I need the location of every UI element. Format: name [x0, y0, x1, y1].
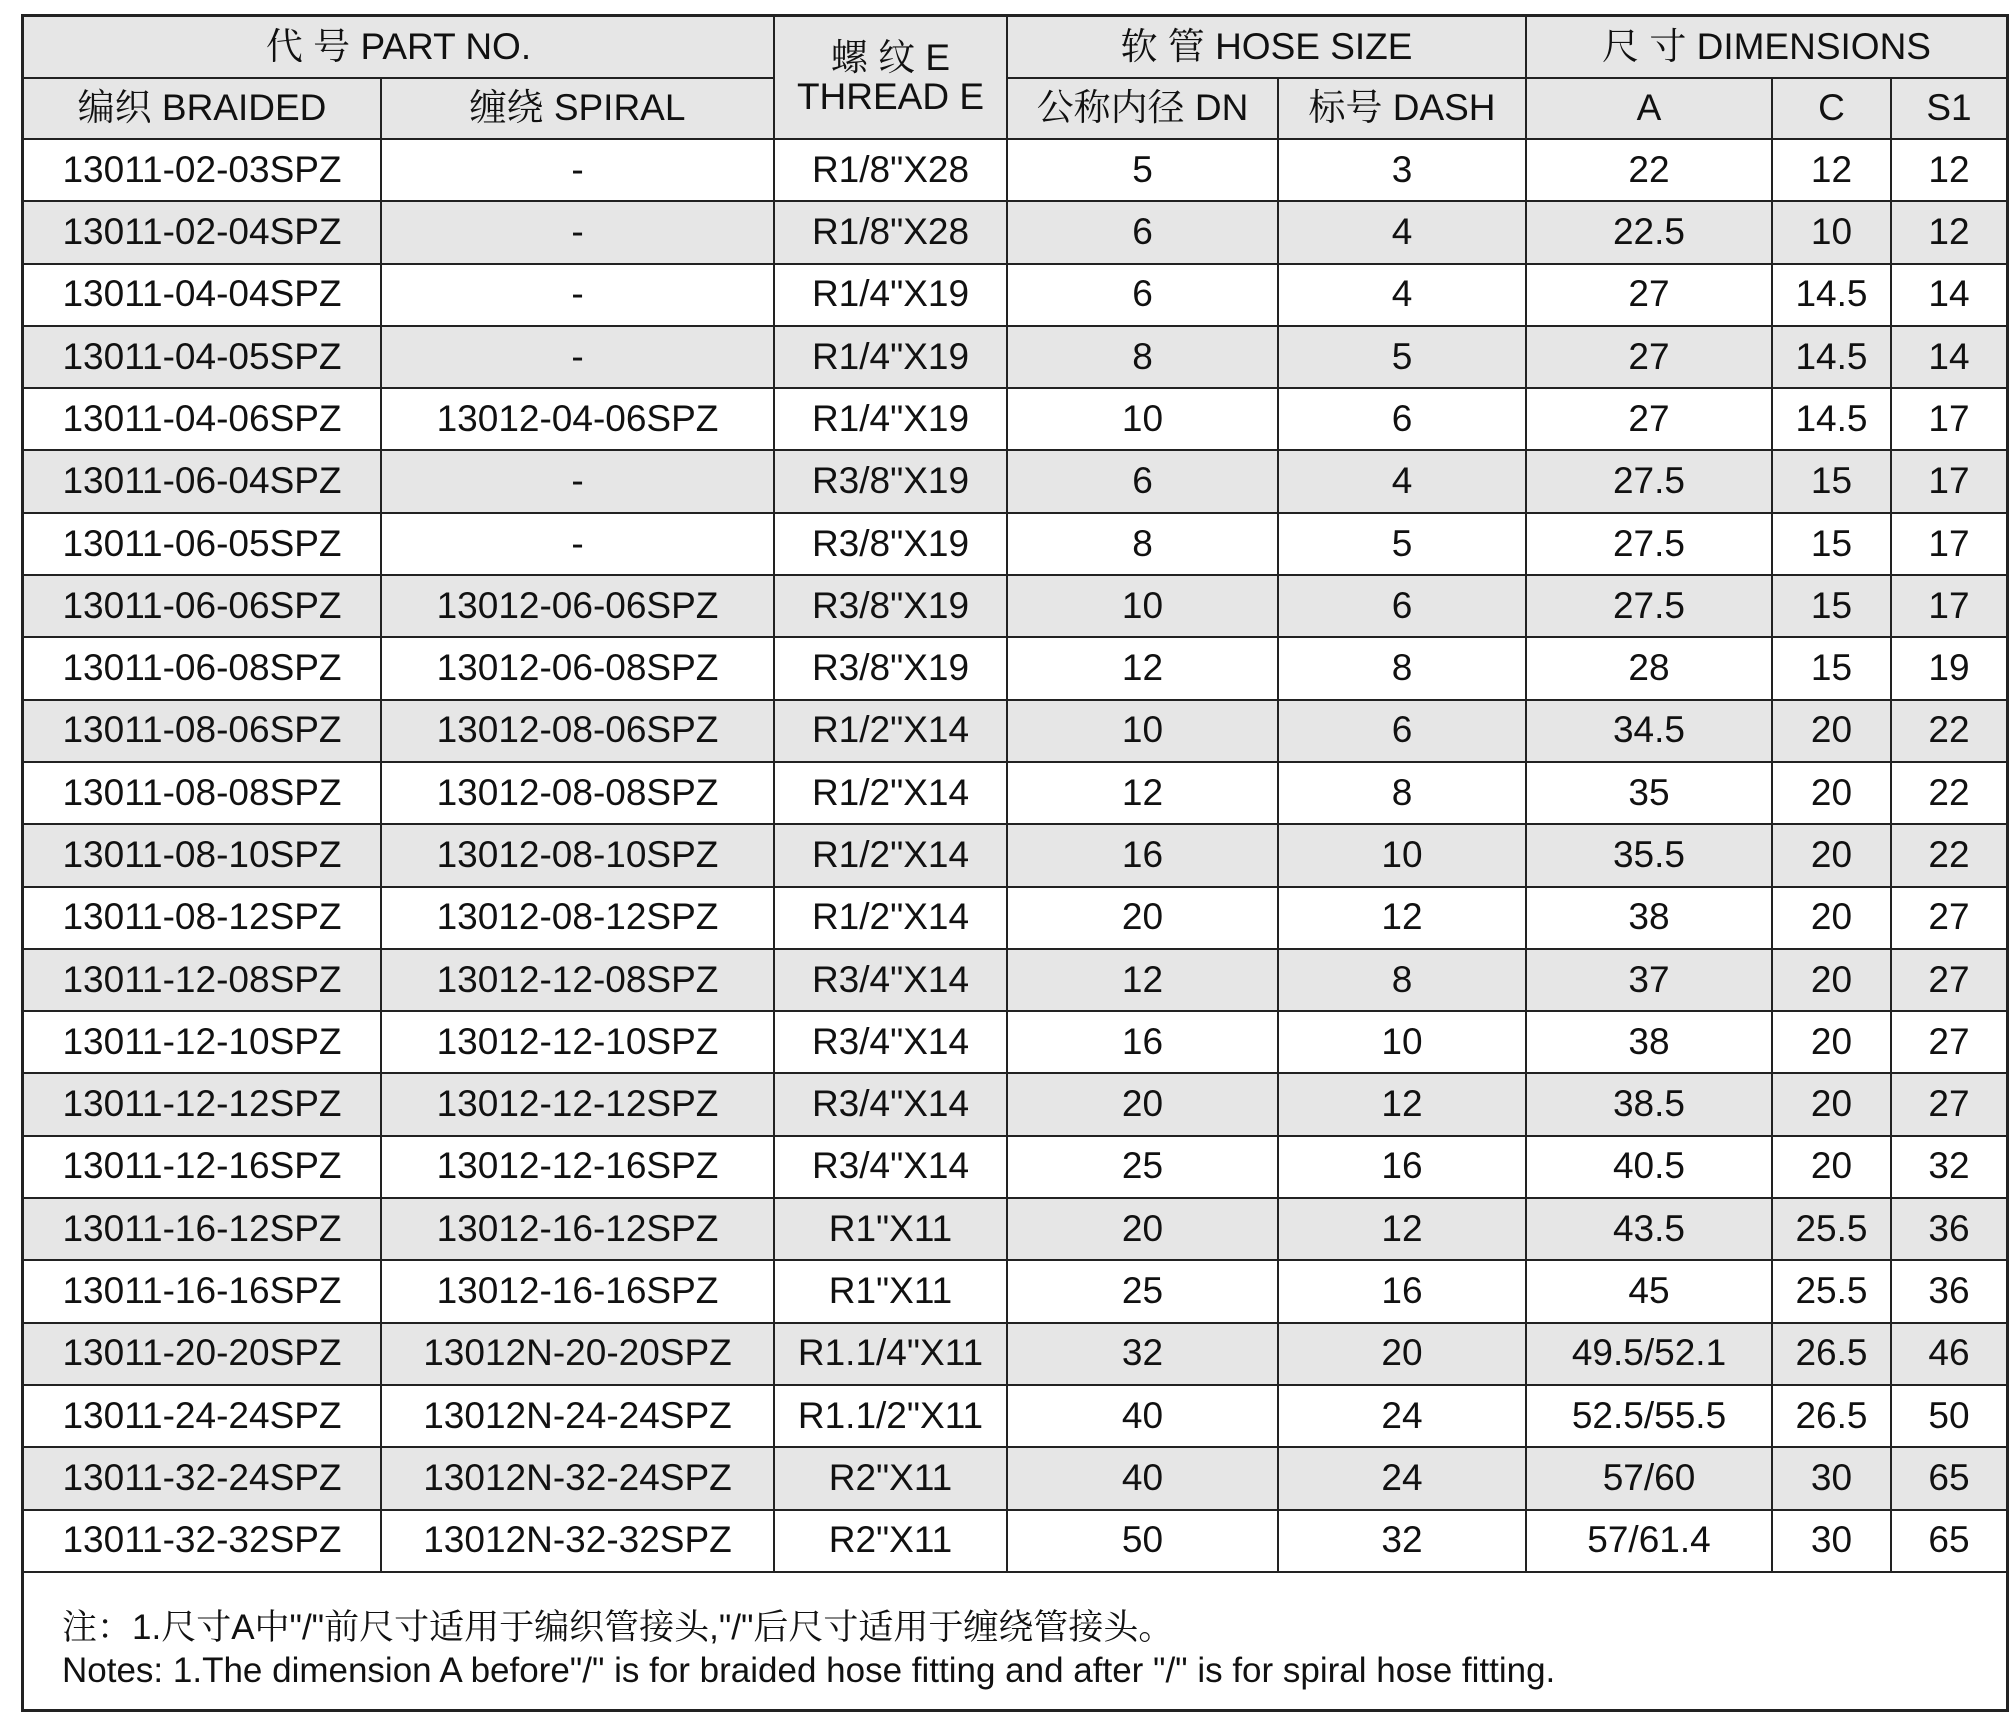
dim-s1-cell: 17: [1891, 450, 2006, 512]
braided-part-cell: 13011-06-06SPZ: [24, 575, 381, 637]
note-chinese: 注：1.尺寸A中"/"前尺寸适用于编织管接头,"/"后尺寸适用于缠绕管接头。: [62, 1607, 1174, 1647]
dash-cell: 8: [1278, 762, 1526, 824]
spiral-part-cell: 13012-08-08SPZ: [381, 762, 774, 824]
table-row: [24, 326, 2006, 388]
dim-c-cell: 20: [1772, 949, 1891, 1011]
header-dim-s1: S1: [1891, 78, 2006, 139]
dash-cell: 4: [1278, 450, 1526, 512]
dn-cell: 40: [1007, 1447, 1278, 1509]
thread-cell: R3/4"X14: [774, 949, 1007, 1011]
dim-s1-cell: 17: [1891, 575, 2006, 637]
thread-cell: R1"X11: [774, 1260, 1007, 1322]
dn-cell: 20: [1007, 1198, 1278, 1260]
table-body: [24, 139, 2006, 1572]
header-thread-en: THREAD E: [796, 75, 985, 117]
thread-cell: R1/2"X14: [774, 887, 1007, 949]
spiral-part-cell: -: [381, 139, 774, 201]
spiral-part-cell: 13012N-32-32SPZ: [381, 1510, 774, 1572]
header-part-no: 代 号 PART NO.: [24, 17, 774, 78]
braided-part-cell: 13011-04-06SPZ: [24, 388, 381, 450]
dim-s1-cell: 50: [1891, 1385, 2006, 1447]
spiral-part-cell: 13012-16-12SPZ: [381, 1198, 774, 1260]
header-row-top: [24, 17, 2006, 78]
dn-cell: 6: [1007, 201, 1278, 263]
braided-part-cell: 13011-08-06SPZ: [24, 700, 381, 762]
dim-a-cell: 27: [1526, 388, 1772, 450]
dim-c-cell: 20: [1772, 1073, 1891, 1135]
spiral-part-cell: 13012N-24-24SPZ: [381, 1385, 774, 1447]
thread-cell: R3/4"X14: [774, 1136, 1007, 1198]
dash-cell: 32: [1278, 1510, 1526, 1572]
header-spiral: 缠绕 SPIRAL: [381, 78, 774, 139]
thread-cell: R3/8"X19: [774, 637, 1007, 699]
dim-c-cell: 15: [1772, 450, 1891, 512]
header-braided: 编织 BRAIDED: [24, 78, 381, 139]
spiral-part-cell: -: [381, 326, 774, 388]
spiral-part-cell: 13012-16-16SPZ: [381, 1260, 774, 1322]
spiral-part-cell: 13012N-32-24SPZ: [381, 1447, 774, 1509]
dim-c-cell: 20: [1772, 887, 1891, 949]
dim-a-cell: 27.5: [1526, 575, 1772, 637]
braided-part-cell: 13011-12-16SPZ: [24, 1136, 381, 1198]
dim-c-cell: 26.5: [1772, 1385, 1891, 1447]
spiral-part-cell: 13012-08-12SPZ: [381, 887, 774, 949]
thread-cell: R3/4"X14: [774, 1011, 1007, 1073]
thread-cell: R1/2"X14: [774, 762, 1007, 824]
braided-part-cell: 13011-24-24SPZ: [24, 1385, 381, 1447]
dash-cell: 10: [1278, 1011, 1526, 1073]
table-row: [24, 1260, 2006, 1322]
braided-part-cell: 13011-12-08SPZ: [24, 949, 381, 1011]
spiral-part-cell: 13012-04-06SPZ: [381, 388, 774, 450]
spiral-part-cell: 13012-06-06SPZ: [381, 575, 774, 637]
dim-s1-cell: 65: [1891, 1510, 2006, 1572]
dim-s1-cell: 36: [1891, 1260, 2006, 1322]
dn-cell: 8: [1007, 326, 1278, 388]
table-row: [24, 949, 2006, 1011]
dim-c-cell: 30: [1772, 1447, 1891, 1509]
dim-c-cell: 15: [1772, 637, 1891, 699]
notes-section: [24, 1573, 2006, 1713]
dash-cell: 5: [1278, 513, 1526, 575]
dim-s1-cell: 17: [1891, 388, 2006, 450]
header-dim-a: A: [1526, 78, 1772, 139]
dash-cell: 8: [1278, 949, 1526, 1011]
dim-c-cell: 14.5: [1772, 388, 1891, 450]
thread-cell: R1/2"X14: [774, 700, 1007, 762]
dash-cell: 16: [1278, 1136, 1526, 1198]
dim-a-cell: 27: [1526, 326, 1772, 388]
dim-c-cell: 20: [1772, 1011, 1891, 1073]
dn-cell: 12: [1007, 762, 1278, 824]
dash-cell: 4: [1278, 264, 1526, 326]
dash-cell: 20: [1278, 1323, 1526, 1385]
thread-cell: R2"X11: [774, 1447, 1007, 1509]
table-row: [24, 1510, 2006, 1572]
dim-c-cell: 15: [1772, 575, 1891, 637]
note-english: Notes: 1.The dimension A before"/" is for braided hose fitting and after "/" is for spiral hose fitting.: [62, 1650, 1556, 1690]
table-row: [24, 1011, 2006, 1073]
dn-cell: 20: [1007, 1073, 1278, 1135]
dn-cell: 40: [1007, 1385, 1278, 1447]
table-row: [24, 201, 2006, 263]
dim-c-cell: 14.5: [1772, 264, 1891, 326]
braided-part-cell: 13011-04-04SPZ: [24, 264, 381, 326]
dash-cell: 3: [1278, 139, 1526, 201]
dash-cell: 8: [1278, 637, 1526, 699]
dash-cell: 6: [1278, 575, 1526, 637]
header-dn: 公称内径 DN: [1007, 78, 1278, 139]
thread-cell: R1/2"X14: [774, 824, 1007, 886]
dim-c-cell: 26.5: [1772, 1323, 1891, 1385]
dash-cell: 12: [1278, 1073, 1526, 1135]
thread-cell: R3/8"X19: [774, 575, 1007, 637]
dim-c-cell: 30: [1772, 1510, 1891, 1572]
dim-c-cell: 25.5: [1772, 1198, 1891, 1260]
dim-a-cell: 38: [1526, 887, 1772, 949]
table-row: [24, 637, 2006, 699]
braided-part-cell: 13011-08-12SPZ: [24, 887, 381, 949]
thread-cell: R1.1/4"X11: [774, 1323, 1007, 1385]
dn-cell: 20: [1007, 887, 1278, 949]
dim-a-cell: 49.5/52.1: [1526, 1323, 1772, 1385]
braided-part-cell: 13011-02-03SPZ: [24, 139, 381, 201]
dim-a-cell: 35.5: [1526, 824, 1772, 886]
header-row-sub: [24, 78, 2006, 139]
dim-a-cell: 34.5: [1526, 700, 1772, 762]
dim-s1-cell: 19: [1891, 637, 2006, 699]
table-row: [24, 762, 2006, 824]
thread-cell: R3/8"X19: [774, 450, 1007, 512]
spiral-part-cell: -: [381, 513, 774, 575]
spiral-part-cell: -: [381, 264, 774, 326]
spiral-part-cell: -: [381, 201, 774, 263]
spiral-part-cell: 13012N-20-20SPZ: [381, 1323, 774, 1385]
dim-a-cell: 38: [1526, 1011, 1772, 1073]
dash-cell: 5: [1278, 326, 1526, 388]
dim-a-cell: 22: [1526, 139, 1772, 201]
dash-cell: 24: [1278, 1385, 1526, 1447]
dim-a-cell: 27: [1526, 264, 1772, 326]
dn-cell: 25: [1007, 1260, 1278, 1322]
spiral-part-cell: 13012-12-08SPZ: [381, 949, 774, 1011]
dim-s1-cell: 27: [1891, 949, 2006, 1011]
thread-cell: R1"X11: [774, 1198, 1007, 1260]
dim-a-cell: 22.5: [1526, 201, 1772, 263]
header-thread-cn: 螺 纹 E: [830, 36, 951, 78]
thread-cell: R1/8"X28: [774, 139, 1007, 201]
braided-part-cell: 13011-12-12SPZ: [24, 1073, 381, 1135]
table-row: [24, 1073, 2006, 1135]
dn-cell: 10: [1007, 700, 1278, 762]
braided-part-cell: 13011-20-20SPZ: [24, 1323, 381, 1385]
braided-part-cell: 13011-12-10SPZ: [24, 1011, 381, 1073]
dim-s1-cell: 22: [1891, 700, 2006, 762]
braided-part-cell: 13011-06-04SPZ: [24, 450, 381, 512]
dim-s1-cell: 12: [1891, 139, 2006, 201]
dim-s1-cell: 12: [1891, 201, 2006, 263]
header-hose-size: 软 管 HOSE SIZE: [1007, 17, 1526, 78]
dim-a-cell: 27.5: [1526, 513, 1772, 575]
dim-c-cell: 10: [1772, 201, 1891, 263]
header-thread: [774, 17, 1007, 139]
header-dash: 标号 DASH: [1278, 78, 1526, 139]
dn-cell: 50: [1007, 1510, 1278, 1572]
dim-s1-cell: 36: [1891, 1198, 2006, 1260]
dim-c-cell: 15: [1772, 513, 1891, 575]
dash-cell: 6: [1278, 700, 1526, 762]
braided-part-cell: 13011-06-08SPZ: [24, 637, 381, 699]
spiral-part-cell: 13012-08-10SPZ: [381, 824, 774, 886]
dim-c-cell: 20: [1772, 700, 1891, 762]
dn-cell: 12: [1007, 637, 1278, 699]
dim-s1-cell: 46: [1891, 1323, 2006, 1385]
dim-c-cell: 20: [1772, 824, 1891, 886]
dim-c-cell: 25.5: [1772, 1260, 1891, 1322]
dim-s1-cell: 27: [1891, 887, 2006, 949]
dn-cell: 6: [1007, 450, 1278, 512]
dim-s1-cell: 22: [1891, 762, 2006, 824]
dn-cell: 8: [1007, 513, 1278, 575]
dim-s1-cell: 17: [1891, 513, 2006, 575]
dim-c-cell: 12: [1772, 139, 1891, 201]
table-row: [24, 1447, 2006, 1509]
braided-part-cell: 13011-32-24SPZ: [24, 1447, 381, 1509]
dim-a-cell: 27.5: [1526, 450, 1772, 512]
dim-a-cell: 57/60: [1526, 1447, 1772, 1509]
dim-a-cell: 57/61.4: [1526, 1510, 1772, 1572]
braided-part-cell: 13011-06-05SPZ: [24, 513, 381, 575]
thread-cell: R1/8"X28: [774, 201, 1007, 263]
braided-part-cell: 13011-08-10SPZ: [24, 824, 381, 886]
dim-c-cell: 14.5: [1772, 326, 1891, 388]
spiral-part-cell: 13012-12-10SPZ: [381, 1011, 774, 1073]
table-row: [24, 575, 2006, 637]
spiral-part-cell: 13012-12-16SPZ: [381, 1136, 774, 1198]
dash-cell: 12: [1278, 1198, 1526, 1260]
table-row: [24, 1385, 2006, 1447]
braided-part-cell: 13011-16-12SPZ: [24, 1198, 381, 1260]
table-row: [24, 700, 2006, 762]
dim-a-cell: 35: [1526, 762, 1772, 824]
dim-a-cell: 37: [1526, 949, 1772, 1011]
table-row: [24, 450, 2006, 512]
table-row: [24, 824, 2006, 886]
spiral-part-cell: 13012-06-08SPZ: [381, 637, 774, 699]
dn-cell: 12: [1007, 949, 1278, 1011]
dn-cell: 5: [1007, 139, 1278, 201]
dim-s1-cell: 27: [1891, 1011, 2006, 1073]
dash-cell: 16: [1278, 1260, 1526, 1322]
dn-cell: 10: [1007, 388, 1278, 450]
header-dimensions: 尺 寸 DIMENSIONS: [1526, 17, 2006, 78]
dash-cell: 6: [1278, 388, 1526, 450]
dim-s1-cell: 22: [1891, 824, 2006, 886]
dim-s1-cell: 32: [1891, 1136, 2006, 1198]
header-dim-c: C: [1772, 78, 1891, 139]
dim-a-cell: 28: [1526, 637, 1772, 699]
dash-cell: 4: [1278, 201, 1526, 263]
spec-sheet: [21, 14, 2009, 1712]
table-row: [24, 513, 2006, 575]
spiral-part-cell: 13012-08-06SPZ: [381, 700, 774, 762]
table-row: [24, 264, 2006, 326]
dim-a-cell: 38.5: [1526, 1073, 1772, 1135]
dim-a-cell: 43.5: [1526, 1198, 1772, 1260]
table-row: [24, 1323, 2006, 1385]
dash-cell: 12: [1278, 887, 1526, 949]
dim-c-cell: 20: [1772, 1136, 1891, 1198]
table-header: [24, 17, 2006, 139]
dim-a-cell: 40.5: [1526, 1136, 1772, 1198]
dn-cell: 16: [1007, 824, 1278, 886]
thread-cell: R3/4"X14: [774, 1073, 1007, 1135]
table-row: [24, 139, 2006, 201]
dim-a-cell: 52.5/55.5: [1526, 1385, 1772, 1447]
thread-cell: R1.1/2"X11: [774, 1385, 1007, 1447]
dn-cell: 16: [1007, 1011, 1278, 1073]
dim-s1-cell: 65: [1891, 1447, 2006, 1509]
thread-cell: R3/8"X19: [774, 513, 1007, 575]
braided-part-cell: 13011-32-32SPZ: [24, 1510, 381, 1572]
table-row: [24, 388, 2006, 450]
braided-part-cell: 13011-16-16SPZ: [24, 1260, 381, 1322]
table-row: [24, 1198, 2006, 1260]
spiral-part-cell: 13012-12-12SPZ: [381, 1073, 774, 1135]
table-row: [24, 887, 2006, 949]
fitting-spec-table: [24, 17, 2006, 1573]
thread-cell: R2"X11: [774, 1510, 1007, 1572]
braided-part-cell: 13011-04-05SPZ: [24, 326, 381, 388]
dim-s1-cell: 14: [1891, 326, 2006, 388]
dash-cell: 10: [1278, 824, 1526, 886]
table-row: [24, 1136, 2006, 1198]
thread-cell: R1/4"X19: [774, 326, 1007, 388]
dash-cell: 24: [1278, 1447, 1526, 1509]
dn-cell: 6: [1007, 264, 1278, 326]
dn-cell: 25: [1007, 1136, 1278, 1198]
dim-c-cell: 20: [1772, 762, 1891, 824]
dim-s1-cell: 27: [1891, 1073, 2006, 1135]
dn-cell: 32: [1007, 1323, 1278, 1385]
dim-a-cell: 45: [1526, 1260, 1772, 1322]
braided-part-cell: 13011-08-08SPZ: [24, 762, 381, 824]
dim-s1-cell: 14: [1891, 264, 2006, 326]
braided-part-cell: 13011-02-04SPZ: [24, 201, 381, 263]
spiral-part-cell: -: [381, 450, 774, 512]
dn-cell: 10: [1007, 575, 1278, 637]
thread-cell: R1/4"X19: [774, 264, 1007, 326]
thread-cell: R1/4"X19: [774, 388, 1007, 450]
